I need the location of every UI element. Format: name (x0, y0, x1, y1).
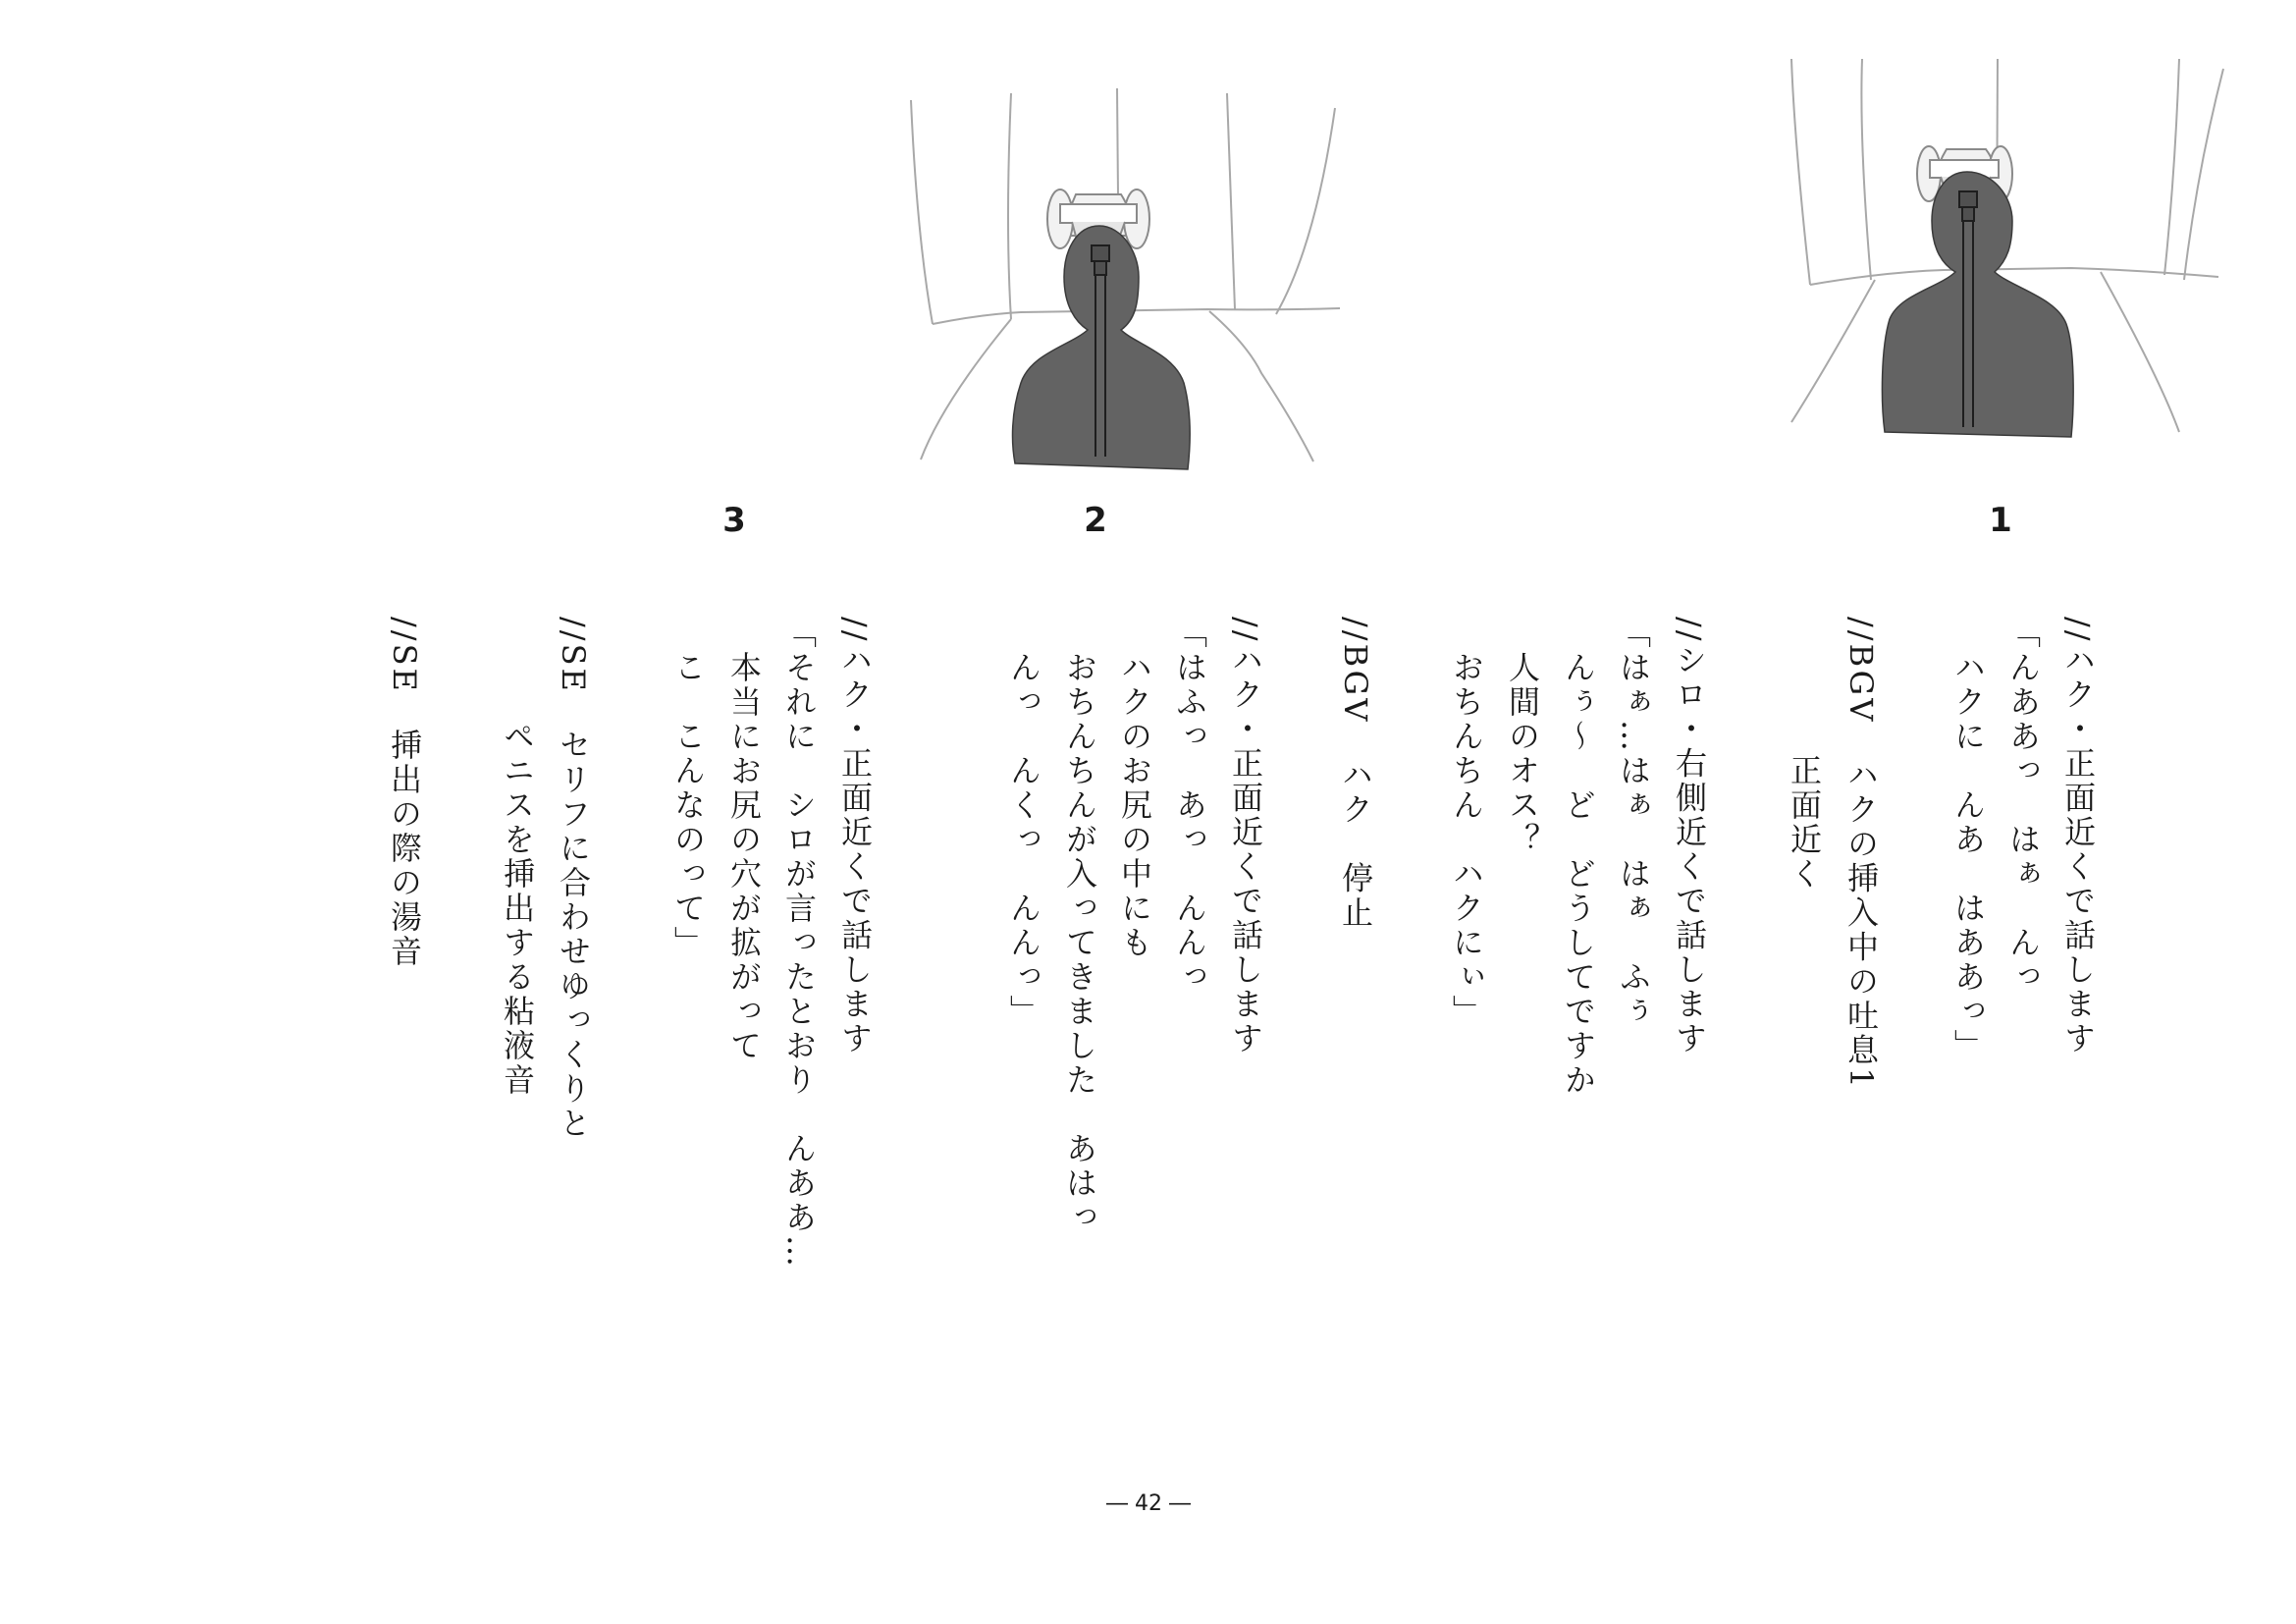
stage-direction: //BGV ハクの挿入中の吐息1 (1842, 617, 1880, 1091)
stage-direction: 正面近く (1786, 617, 1823, 892)
stage-direction: //ハク・正面近くで話します (1227, 617, 1264, 1056)
stage-direction: //ハク・正面近くで話します (836, 617, 874, 1056)
panel-number-1: 1 (1989, 501, 2012, 540)
silhouette (1882, 172, 2073, 437)
page-number: ― 42 ― (1106, 1491, 1191, 1516)
dialogue-line: 人間のオス？ (1504, 617, 1541, 857)
stage-direction: //シロ・右側近くで話します (1671, 617, 1708, 1056)
panel-number-2: 2 (1084, 501, 1107, 540)
panel-number-3: 3 (722, 501, 746, 540)
stage-direction: //SE 挿出の際の湯音 (386, 617, 423, 969)
dialogue-line: 「はふっ あっ んんっ (1171, 617, 1208, 995)
stage-direction: ペニスを挿出する粘液音 (499, 617, 536, 1098)
panel-2-illustration (903, 88, 1355, 481)
dialogue-line: 「んああっ はぁ んっ (2004, 617, 2042, 995)
dialogue-line: ハクのお尻の中にも (1116, 617, 1153, 960)
dialogue-line: んっ んくっ んんっ」 (1005, 617, 1042, 1029)
dialogue-line: んぅ～ ど どうしてですか (1560, 617, 1597, 1098)
stage-direction: //SE セリフに合わせゆっくりと (555, 617, 592, 1141)
dialogue-line: ハクに んあ はああっ」 (1949, 617, 1987, 1063)
dialogue-line: おちんちん ハクにぃ」 (1448, 617, 1485, 1029)
dialogue-line: 「それに シロが言ったとおり んああ… (780, 617, 818, 1270)
dialogue-line: こ こんなのって」 (669, 617, 707, 960)
stage-direction: //BGV ハク 停止 (1337, 617, 1374, 931)
dialogue-line: おちんちんが入ってきました あはっ (1061, 617, 1098, 1235)
dialogue-line: 本当にお尻の穴が拡がって (725, 617, 763, 1063)
stage-direction: //ハク・正面近くで話します (2059, 617, 2097, 1056)
panel-1-illustration (1787, 54, 2228, 452)
dialogue-line: 「はぁ…はぁ はぁ ふぅ (1615, 617, 1652, 1029)
